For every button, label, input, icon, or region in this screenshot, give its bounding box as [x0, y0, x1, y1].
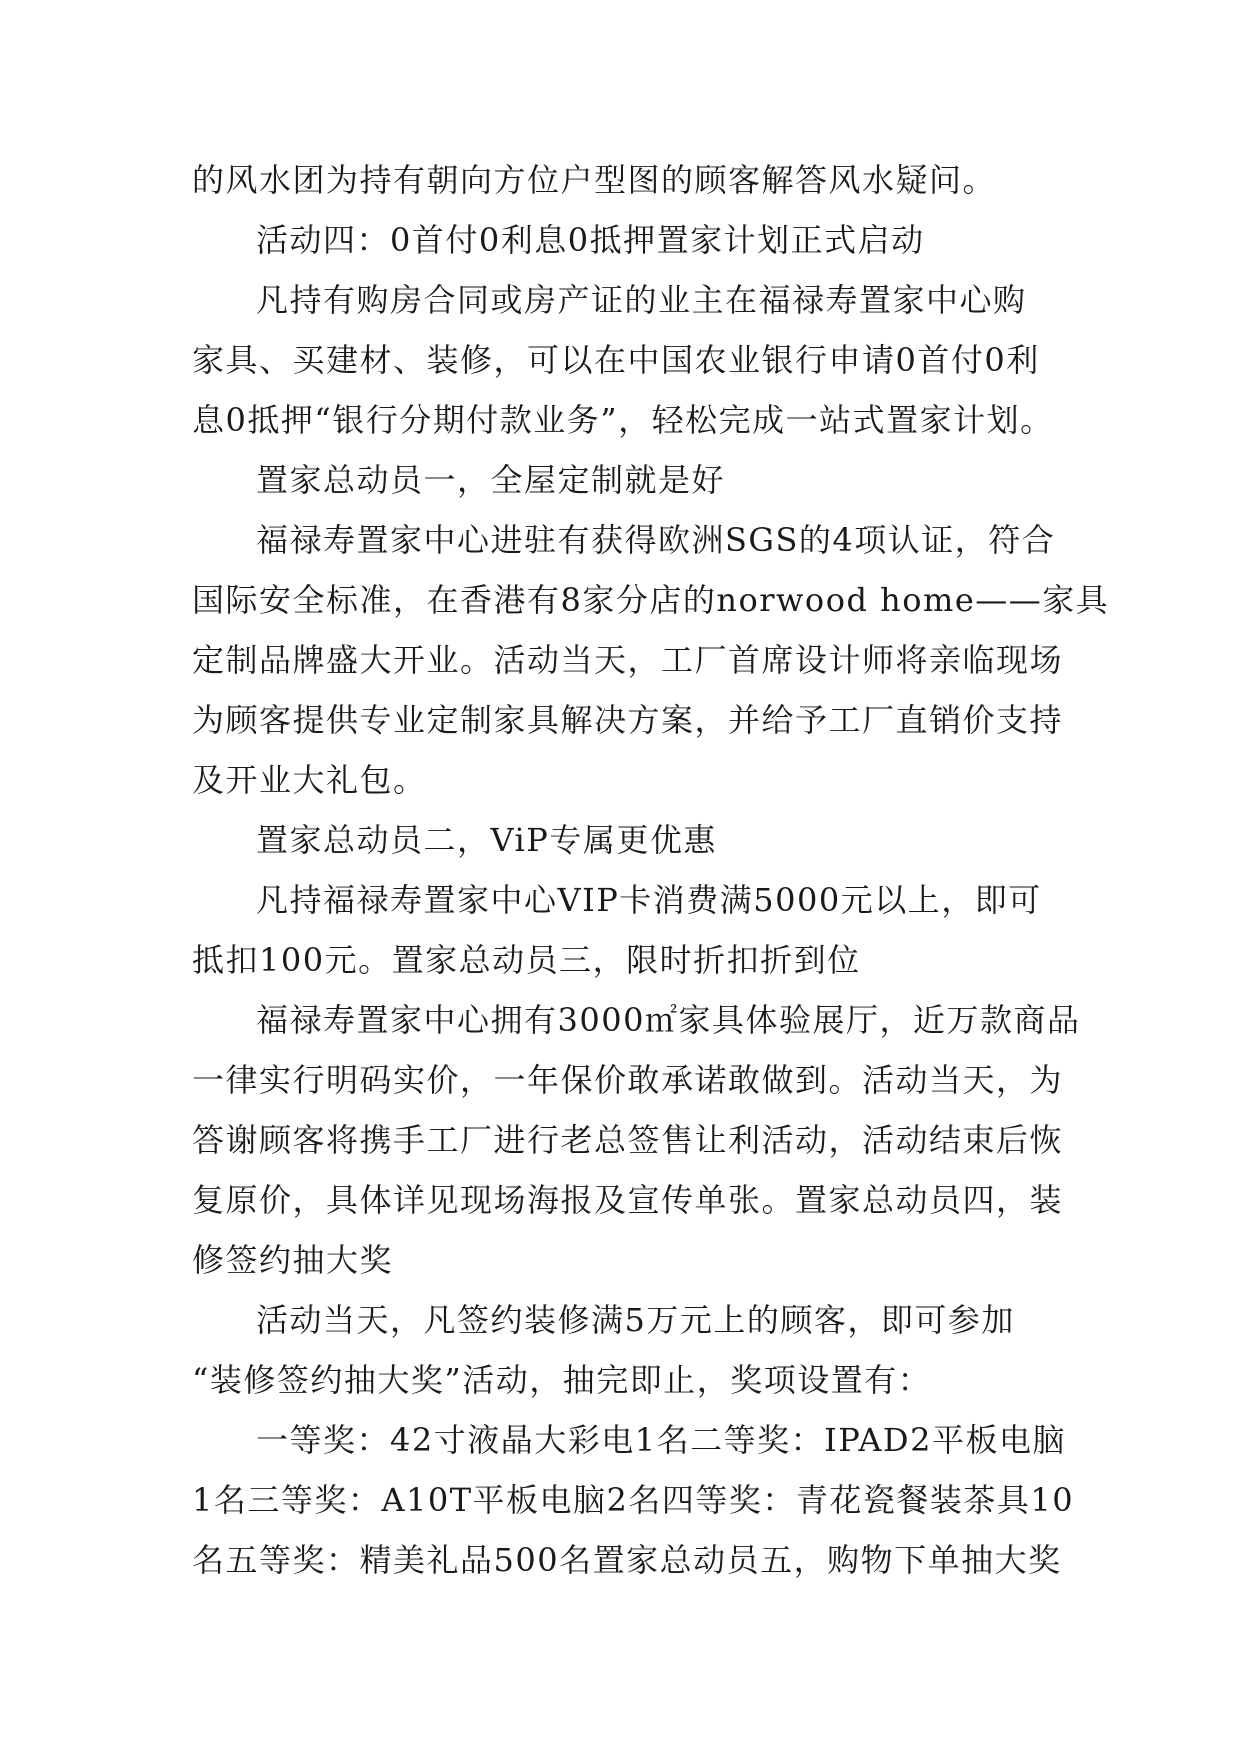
text-line: 置家总动员一，全屋定制就是好 — [256, 461, 726, 499]
paragraph — [192, 510, 1110, 810]
paragraph — [192, 450, 1052, 510]
text-line: 国际安全标准，在香港有8家分店的norwood home——家具 — [192, 581, 1110, 619]
text-line: 复原价，具体详见现场海报及宣传单张。置家总动员四，装 — [192, 1181, 1064, 1219]
text-line: 及开业大礼包。 — [192, 761, 427, 799]
text-line: 的风水团为持有朝向方位户型图的顾客解答风水疑问。 — [192, 161, 997, 199]
text-line: 为顾客提供专业定制家具解决方案，并给予工厂直销价支持 — [192, 701, 1064, 739]
text-line: 一等奖：42寸液晶大彩电1名二等奖：IPAD2平板电脑 — [256, 1421, 1066, 1459]
document-body — [192, 150, 1110, 1590]
text-line: 答谢顾客将携手工厂进行老总签售让利活动，活动结束后恢 — [192, 1121, 1064, 1159]
paragraph — [192, 990, 1081, 1290]
paragraph — [192, 210, 1052, 270]
text-line: 活动当天，凡签约装修满5万元上的顾客，即可参加 — [256, 1301, 1015, 1339]
text-line: 修签约抽大奖 — [192, 1241, 394, 1279]
paragraph — [192, 1410, 1075, 1590]
text-line: 凡持福禄寿置家中心VIP卡消费满5000元以上，即可 — [256, 881, 1042, 919]
text-line: 1名三等奖：A10T平板电脑2名四等奖：青花瓷餐装茶具10 — [192, 1481, 1075, 1519]
text-line: 一律实行明码实价，一年保价敢承诺敢做到。活动当天，为 — [192, 1061, 1064, 1099]
paragraph — [192, 150, 1052, 210]
text-line: 定制品牌盛大开业。活动当天，工厂首席设计师将亲临现场 — [192, 641, 1064, 679]
text-line: “装修签约抽大奖”活动，抽完即止，奖项设置有： — [192, 1361, 932, 1399]
text-line: 活动四：0首付0利息0抵押置家计划正式启动 — [256, 221, 925, 259]
paragraph — [192, 270, 1052, 450]
text-line: 福禄寿置家中心拥有3000㎡家具体验展厅，近万款商品 — [256, 1001, 1081, 1039]
paragraph — [192, 1290, 1052, 1410]
text-line: 福禄寿置家中心进驻有获得欧洲SGS的4项认证，符合 — [256, 521, 1056, 559]
text-line: 置家总动员二，ViP专属更优惠 — [256, 821, 717, 859]
paragraph — [192, 810, 1052, 870]
text-line: 名五等奖：精美礼品500名置家总动员五，购物下单抽大奖 — [192, 1541, 1062, 1579]
text-line: 息0抵押“银行分期付款业务”，轻松完成一站式置家计划。 — [192, 401, 1054, 439]
paragraph — [192, 870, 1052, 990]
text-line: 凡持有购房合同或房产证的业主在福禄寿置家中心购 — [256, 281, 1027, 319]
text-line: 抵扣100元。置家总动员三，限时折扣折到位 — [192, 941, 861, 979]
text-line: 家具、买建材、装修，可以在中国农业银行申请0首付0利 — [192, 341, 1040, 379]
